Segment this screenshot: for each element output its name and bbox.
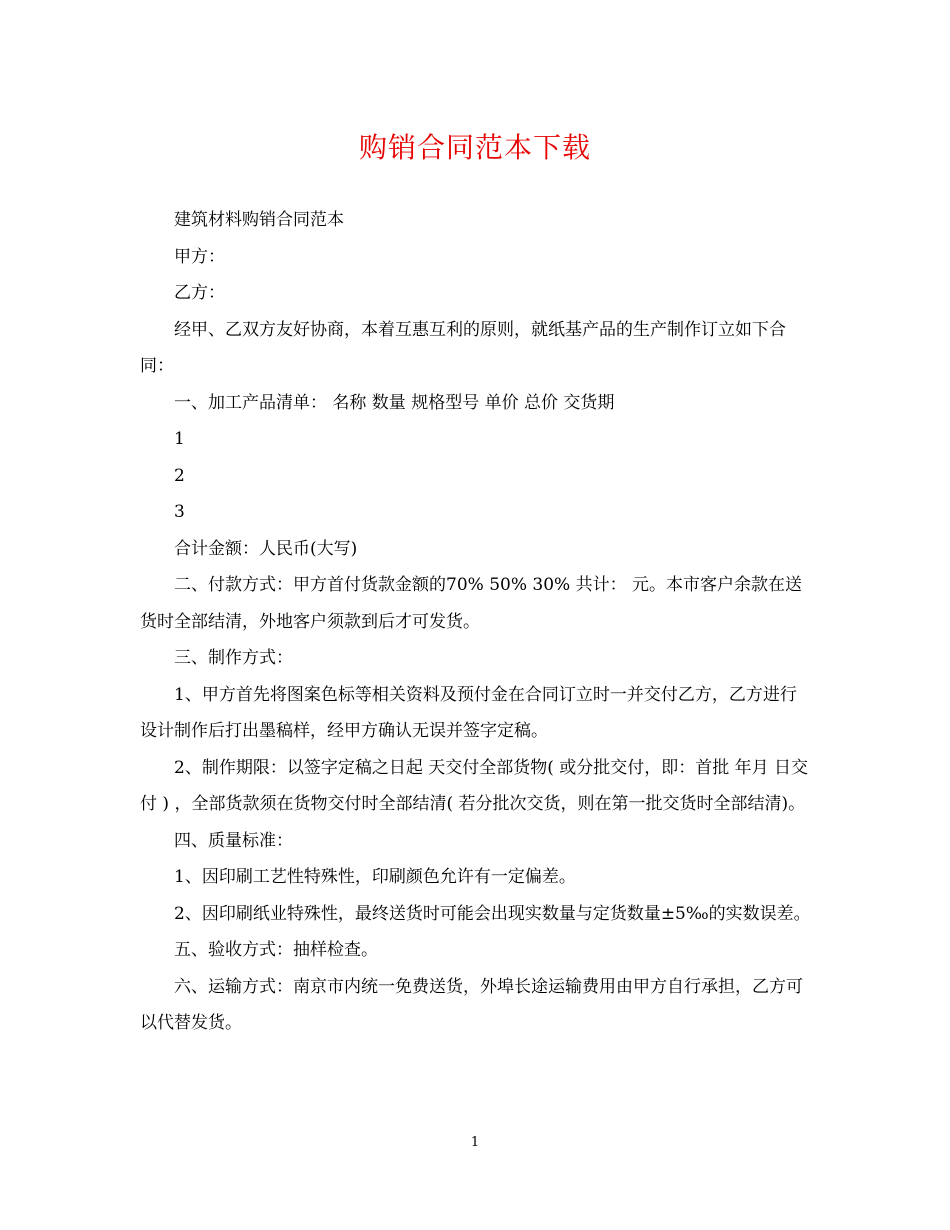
paragraph-item-2: 2	[174, 465, 185, 486]
paragraph-quality-heading: 四、质量标准：	[174, 830, 293, 851]
paragraph-production-method-heading: 三、制作方式：	[174, 648, 293, 668]
paragraph-quality-2: 2、因印刷纸业特殊性，最终送货时可能会出现实数量与定货数量±5‰的实数误差。	[174, 903, 811, 924]
paragraph-item-3: 3	[174, 502, 185, 522]
paragraph-quality-1: 1、因印刷工艺性特殊性，印刷颜色允许有一定偏差。	[174, 867, 576, 887]
paragraph-total-amount: 合计金额：人民币(大写)	[174, 538, 358, 559]
paragraph-intro: 经甲、乙双方友好协商，本着互惠互利的原则，就纸基产品的生产制作订立如下合同：	[140, 319, 786, 376]
page-number: 1	[470, 1135, 480, 1150]
paragraph-item-1: 1	[174, 429, 185, 449]
paragraph-acceptance: 五、验收方式：抽样检查。	[174, 940, 378, 960]
paragraph-party-a: 甲方：	[174, 246, 225, 267]
paragraph-party-b: 乙方：	[174, 283, 225, 303]
document-title: 购销合同范本下载	[358, 131, 591, 164]
paragraph-payment-method: 二、付款方式：甲方首付货款金额的70% 50% 30% 共计： 元。本市客户余款在送货时全部结清，外地客户须款到后才可发货。	[140, 575, 802, 632]
paragraph-transport: 六、运输方式：南京市内统一免费送货，外埠长途运输费用由甲方自行承担，乙方可以代替发货。	[140, 976, 803, 1033]
paragraph-product-list-header: 一、加工产品清单： 名称 数量 规格型号 单价 总价 交货期	[174, 392, 615, 413]
paragraph-production-period: 2、制作期限：以签字定稿之日起 天交付全部货物( 或分批交付，即：首批 年月 日交付 ) ，全部货款须在货物交付时全部结清( 若分批次交货，则在第一批交货时全部结清)。	[140, 757, 809, 814]
paragraph-subtitle: 建筑材料购销合同范本	[174, 210, 344, 230]
paragraph-production-step-1: 1、甲方首先将图案色标等相关资料及预付金在合同订立时一并交付乙方，乙方进行设计制作后打出墨稿样，经甲方确认无误并签字定稿。	[140, 684, 797, 741]
document-body	[140, 202, 812, 1042]
